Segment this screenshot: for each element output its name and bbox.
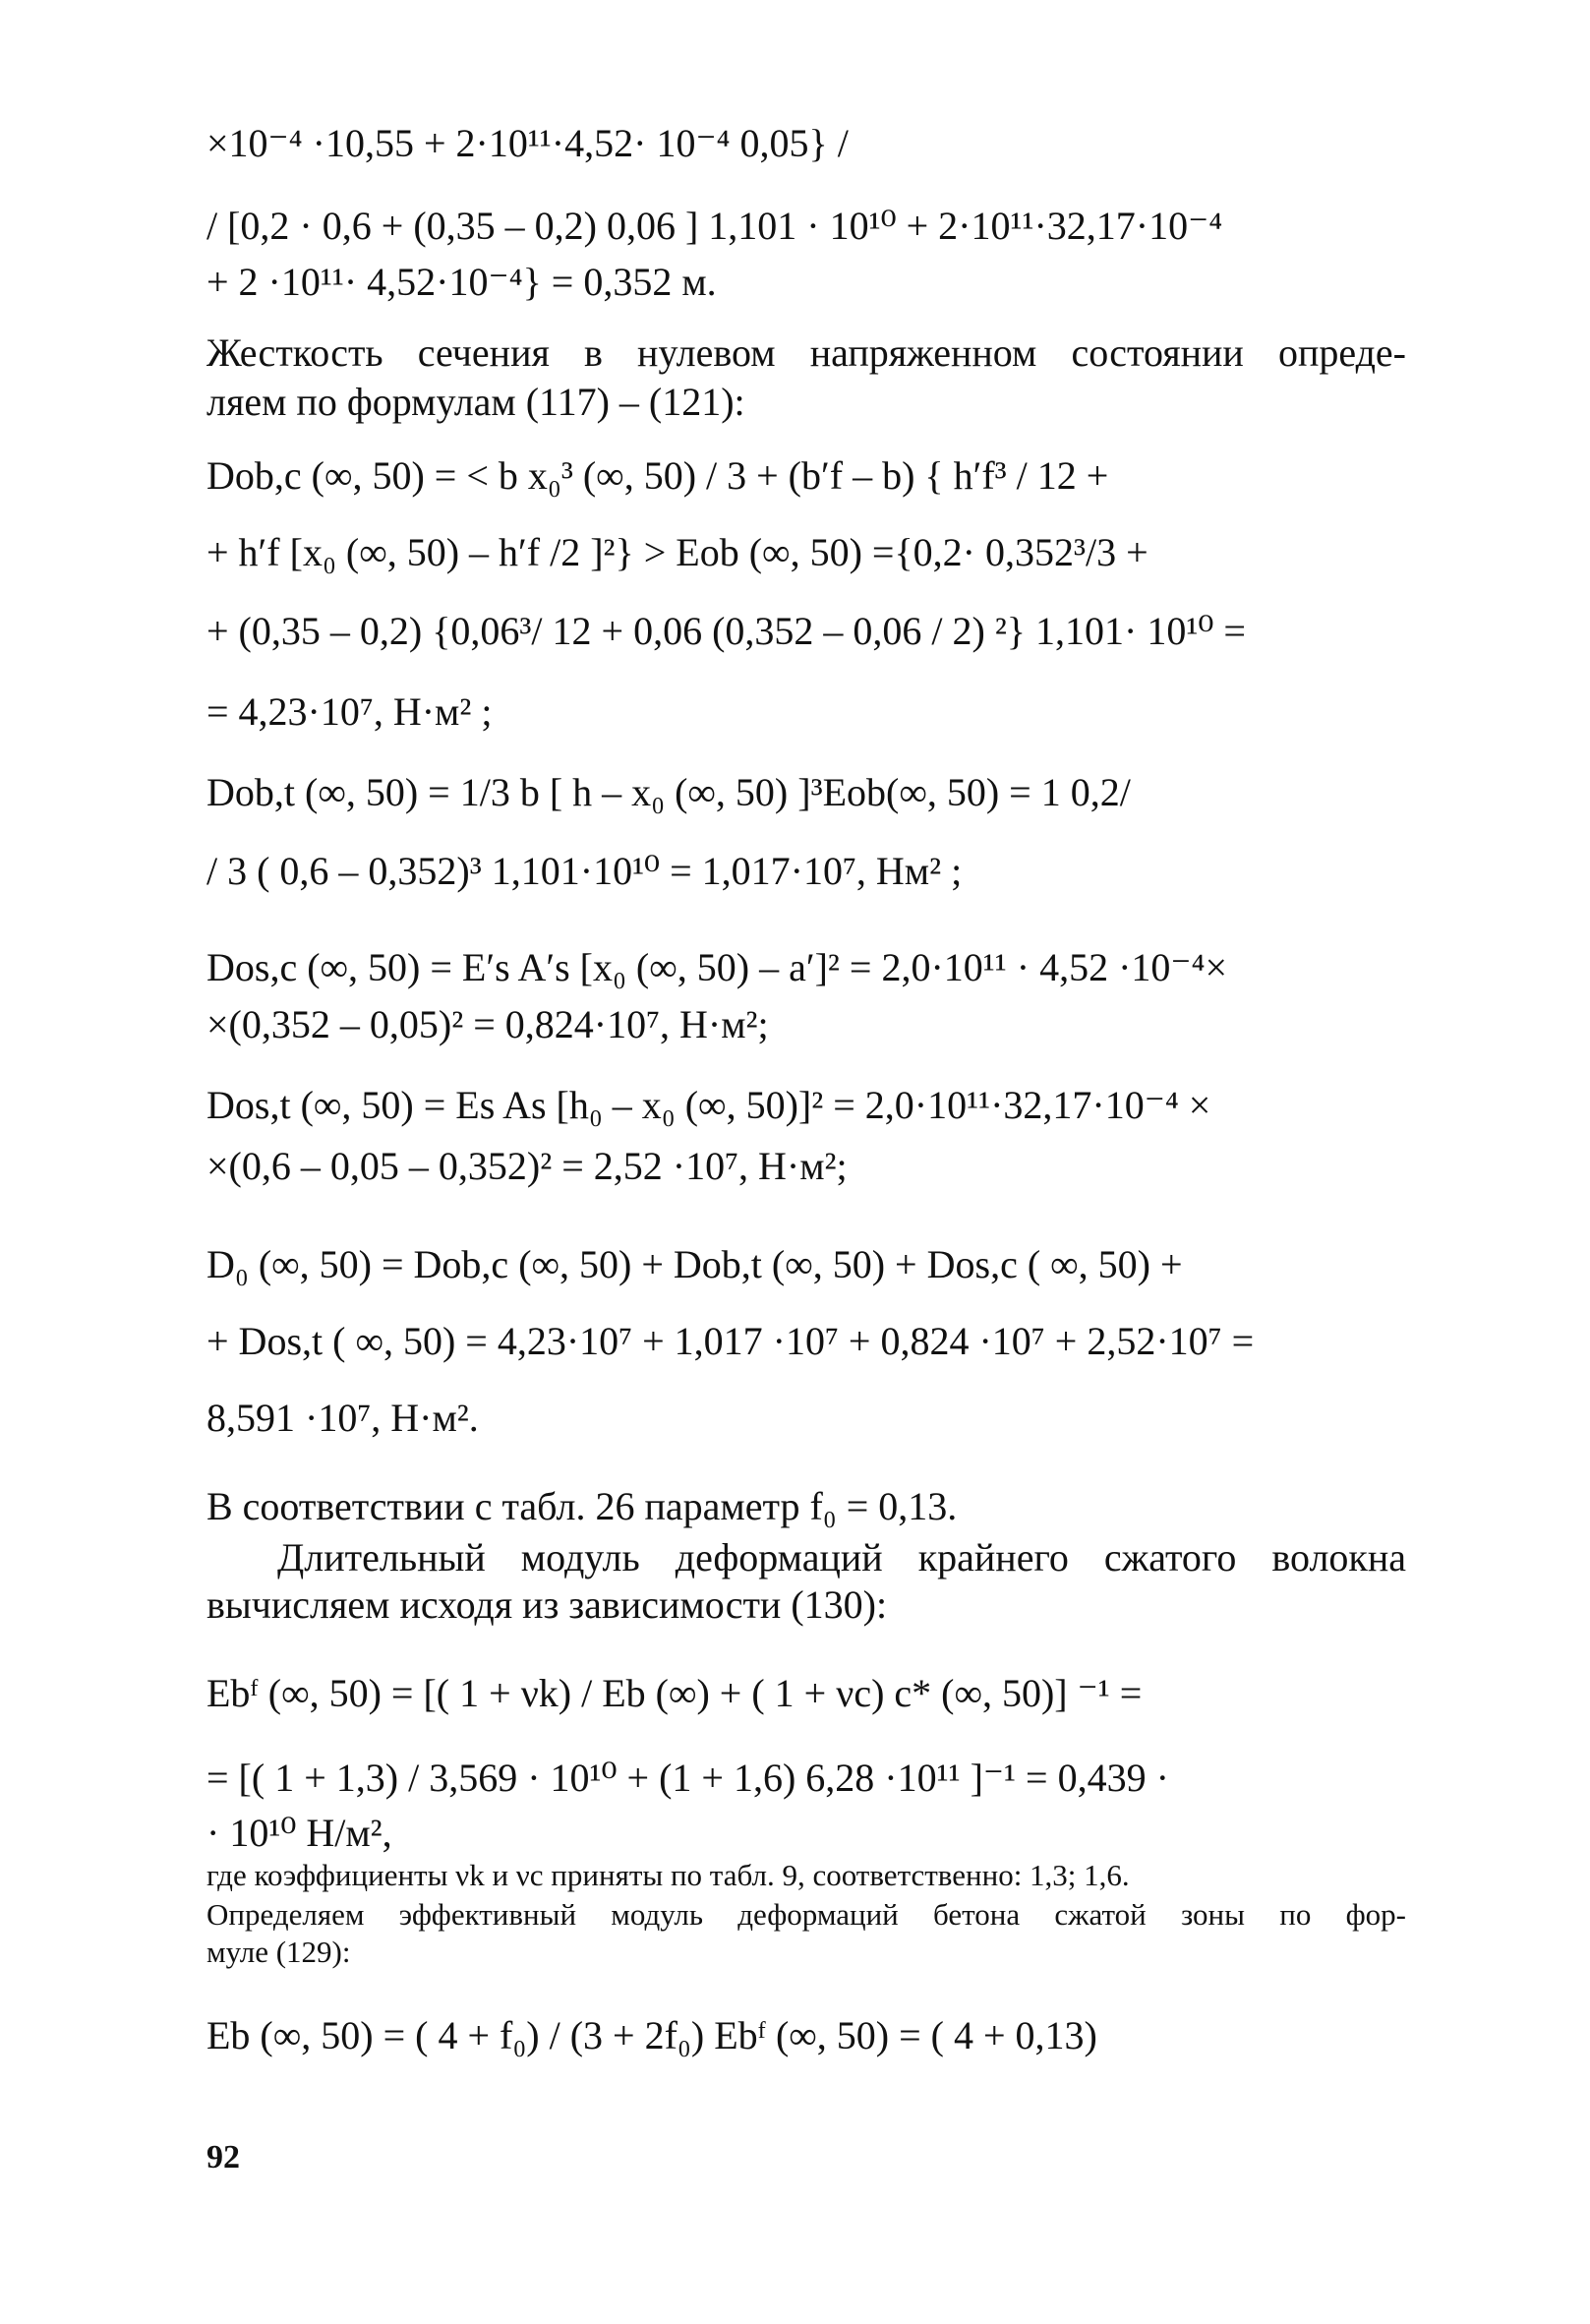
formula-line-9: / 3 ( 0,6 – 0,352)³ 1,101·10¹⁰ = 1,017·10⁷, Нм² ;	[206, 849, 963, 893]
paragraph-line-3: В соответствии с табл. 26 параметр f₀ = 0,13.	[206, 1484, 958, 1528]
formula-line-7: = 4,23·10⁷, Н·м² ;	[206, 689, 493, 734]
formula-line-15: + Dos,t ( ∞, 50) = 4,23·10⁷ + 1,017 ·10⁷ + 0,824 ·10⁷ + 2,52·10⁷ =	[206, 1319, 1255, 1363]
note-line-1: где коэффициенты νk и νc приняты по табл. 9, соответственно: 1,3; 1,6.	[206, 1858, 1130, 1892]
formula-line-20: Eb (∞, 50) = ( 4 + f₀) / (3 + 2f₀) Ebᶠ (∞, 50) = ( 4 + 0,13)	[206, 2013, 1097, 2057]
formula-line-3: + 2 ·10¹¹· 4,52·10⁻⁴} = 0,352 м.	[206, 260, 717, 304]
formula-line-16: 8,591 ·10⁷, Н·м².	[206, 1396, 479, 1440]
formula-line-4: Dob,c (∞, 50) = < b x₀³ (∞, 50) / 3 + (b′f – b) { h′f³ / 12 +	[206, 453, 1109, 498]
formula-line-18: = [( 1 + 1,3) / 3,569 · 10¹⁰ + (1 + 1,6) 6,28 ·10¹¹ ]⁻¹ = 0,439 ·	[206, 1756, 1169, 1800]
page-number: 92	[206, 2139, 240, 2175]
paragraph-line-2: ляем по формулам (117) – (121):	[206, 380, 745, 424]
paragraph-line-4: Длительный модуль деформаций крайнего сжатого волокна	[277, 1535, 1406, 1579]
formula-line-12: Dos,t (∞, 50) = Es As [h₀ – x₀ (∞, 50)]² = 2,0·10¹¹·32,17·10⁻⁴ ×	[206, 1083, 1211, 1127]
formula-line-6: + (0,35 – 0,2) {0,06³/ 12 + 0,06 (0,352 – 0,06 / 2) ²} 1,101· 10¹⁰ =	[206, 609, 1246, 653]
formula-line-14: D₀ (∞, 50) = Dob,c (∞, 50) + Dob,t (∞, 50) + Dos,c ( ∞, 50) +	[206, 1242, 1183, 1286]
formula-line-2: / [0,2 · 0,6 + (0,35 – 0,2) 0,06 ] 1,101 · 10¹⁰ + 2·10¹¹·32,17·10⁻⁴	[206, 204, 1223, 248]
formula-line-11: ×(0,352 – 0,05)² = 0,824·10⁷, Н·м²;	[206, 1002, 769, 1046]
formula-line-17: Ebᶠ (∞, 50) = [( 1 + νk) / Eb (∞) + ( 1 + νc) c* (∞, 50)] ⁻¹ =	[206, 1671, 1143, 1715]
note-line-3: муле (129):	[206, 1935, 351, 1969]
paragraph-line-5: вычисляем исходя из зависимости (130):	[206, 1582, 888, 1627]
formula-line-5: + h′f [x₀ (∞, 50) – h′f /2 ]²} > Eob (∞, 50) ={0,2· 0,352³/3 +	[206, 530, 1148, 574]
formula-line-13: ×(0,6 – 0,05 – 0,352)² = 2,52 ·10⁷, Н·м²;	[206, 1144, 848, 1188]
formula-line-1: ×10⁻⁴ ·10,55 + 2·10¹¹·4,52· 10⁻⁴ 0,05} /	[206, 121, 849, 165]
paragraph-line-1: Жесткость сечения в нулевом напряженном состоянии опреде-	[206, 330, 1406, 375]
note-line-2: Определяем эффективный модуль деформаций бетона сжатой зоны по фор-	[206, 1897, 1406, 1932]
formula-line-19: · 10¹⁰ Н/м²,	[206, 1811, 392, 1855]
formula-line-10: Dos,c (∞, 50) = E′s A′s [x₀ (∞, 50) – a′]² = 2,0·10¹¹ · 4,52 ·10⁻⁴×	[206, 945, 1228, 989]
formula-line-8: Dob,t (∞, 50) = 1/3 b [ h – x₀ (∞, 50) ]³Eob(∞, 50) = 1 0,2/	[206, 770, 1131, 814]
